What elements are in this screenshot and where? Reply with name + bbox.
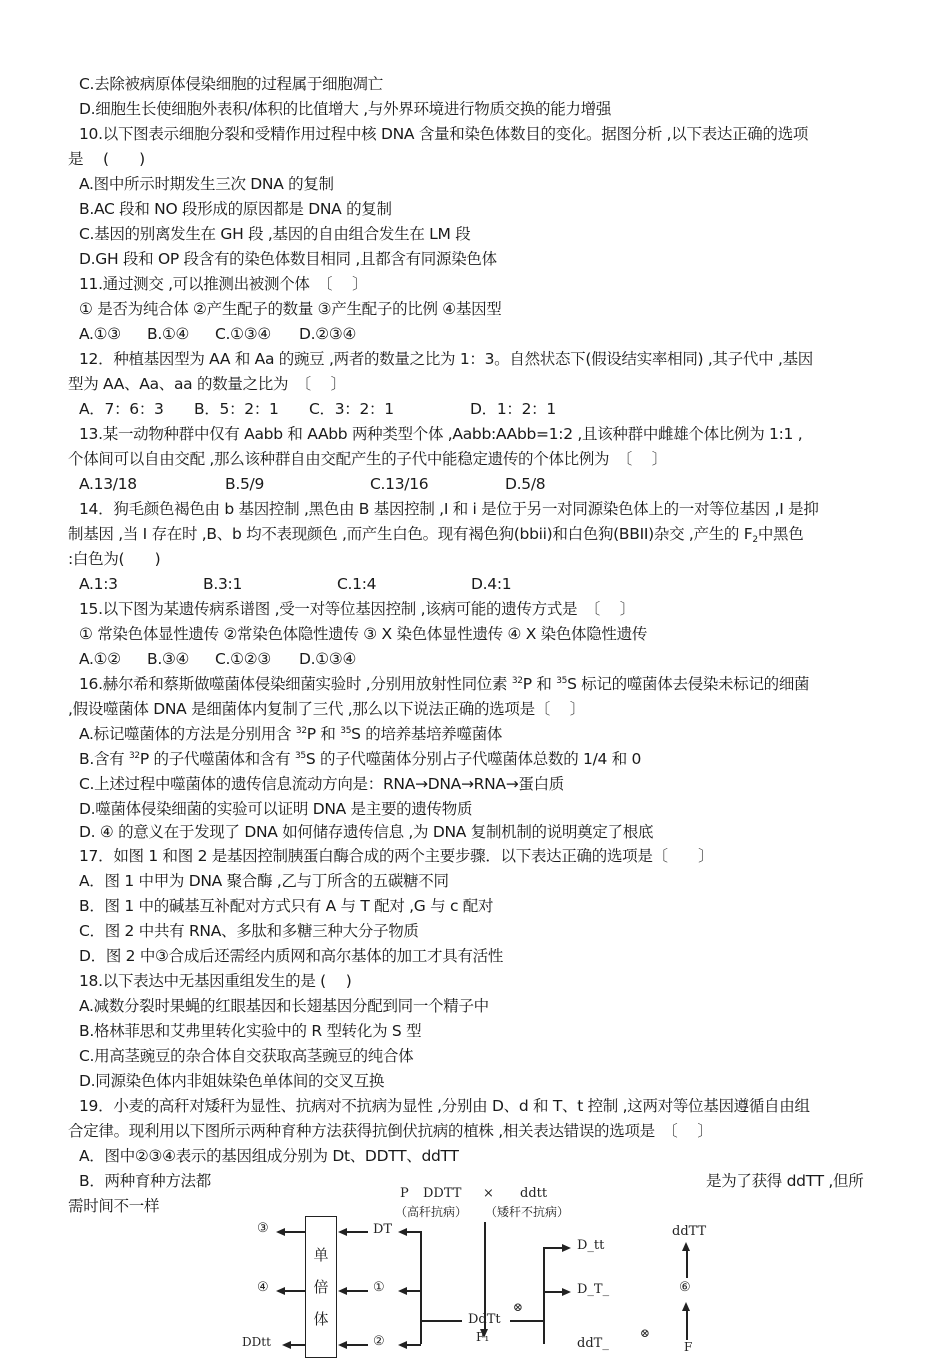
q19-option-b-cont: 需时间不一样 (68, 1197, 160, 1215)
q19-option-b-right: 是为了获得 ddTT ,但所 (706, 1172, 864, 1190)
arrow-head-left (338, 1287, 347, 1295)
text: 16.赫尔希和蔡斯做噬菌体侵染细菌实验时 ,分别用放射性同位素 (79, 675, 512, 693)
q14-stem: 14．狗毛颜色褐色由 b 基因控制 ,黑色由 B 基因控制 ,I 和 i 是位于另一对同源染色体上的一对等位基因 ,I 是抑 (79, 500, 819, 518)
q14-options (79, 574, 511, 594)
haploid-char-1: 单 (313, 1246, 329, 1264)
output-4: ④ (257, 1280, 269, 1295)
arrow-head-left (398, 1287, 407, 1295)
q12-option-b: B．5：2：1 (194, 400, 279, 418)
q15-options (79, 649, 356, 669)
q17-stem: 17．如图 1 和图 2 是基因控制胰蛋白酶合成的两个主要步骤．以下表达正确的选项是〔 〕 (79, 847, 714, 865)
arrow-line (543, 1291, 563, 1293)
output-ddtt: DDtt (242, 1335, 271, 1349)
q15-option-b: B.③④ (147, 650, 190, 668)
q16-option-a (79, 724, 502, 744)
self-cross-symbol-2: ⊗ (640, 1326, 651, 1340)
q12-stem-cont: 型为 AA、Aa、aa 的数量之比为 〔 〕 (68, 375, 346, 393)
q13-option-b: B.5/9 (225, 475, 265, 493)
q13-option-a: A.13/18 (79, 475, 137, 493)
q11-option-b: B.①④ (147, 325, 190, 343)
parent2-phenotype: （矮秆不抗病） (485, 1205, 570, 1219)
gamete-dt: DT (373, 1222, 393, 1237)
arrow-line (420, 1320, 462, 1322)
superscript: 35 (294, 751, 306, 761)
q18-option-c: C.用高茎豌豆的杂合体自交获取高茎豌豆的纯合体 (79, 1047, 414, 1065)
superscript: 32 (295, 726, 307, 736)
q14-option-b: B.3:1 (203, 575, 243, 593)
q10-option-b: B.AC 段和 NO 段形成的原因都是 DNA 的复制 (79, 200, 392, 218)
text: P 的子代噬菌体和含有 (139, 750, 295, 768)
q13-stem-cont: 个体间可以自由交配 ,那么该种群自由交配产生的子代中能稳定遗传的个体比例为 〔 〕 (68, 450, 667, 468)
q12-stem: 12．种植基因型为 AA 和 Aa 的豌豆 ,两者的数量之比为 1：3。自然状态下(假设结实率相同) ,其子代中 ,基因 (79, 350, 813, 368)
arrow-head-left (398, 1341, 407, 1349)
f2-type-3: ddT_ (577, 1336, 609, 1351)
q14-stem-text-end: 中黑色 (757, 525, 804, 543)
q13-options (79, 474, 545, 494)
superscript: 32 (511, 676, 523, 686)
q12-option-d: D．1：2：1 (470, 400, 556, 418)
q17-option-b: B．图 1 中的碱基互补配对方式只有 A 与 T 配对 ,G 与 c 配对 (79, 897, 494, 915)
q16-stem (79, 674, 809, 694)
superscript: 35 (556, 676, 568, 686)
arrow-head-left (338, 1341, 347, 1349)
parent1-genotype: DDTT (423, 1186, 462, 1201)
q13-stem: 13.某一动物种群中仅有 Aabb 和 AAbb 两种类型个体 ,Aabb:AAbb=1:2 ,且该种群中雌雄个体比例为 1:1 , (79, 425, 803, 443)
q13-option-d: D.5/8 (505, 475, 546, 493)
parent-label: P (400, 1186, 409, 1201)
q12-option-a: A．7：6：3 (79, 400, 164, 418)
q19-option-a: A．图中②③④表示的基因组成分别为 Dt、DDTT、ddTT (79, 1147, 459, 1165)
q14-option-d: D.4:1 (471, 575, 512, 593)
q16-option-c: C.上述过程中噬菌体的遗传信息流动方向是：RNA→DNA→RNA→蛋白质 (79, 775, 564, 793)
text: A.标记噬菌体的方法是分别用含 (79, 725, 296, 743)
arrow-line (543, 1247, 563, 1249)
q12-option-c: C．3：2：1 (309, 400, 394, 418)
branch-line (420, 1231, 422, 1344)
q14-option-a: A.1:3 (79, 575, 118, 593)
q19-stem: 19．小麦的高秆对矮秆为显性、抗病对不抗病为显性 ,分别由 D、d 和 T、t 控制 ,这两对等位基因遵循自由组 (79, 1097, 810, 1115)
q19-stem-cont: 合定律。现利用以下图所示两种育种方法获得抗倒伏抗病的植株 ,相关表达错误的选项是 〔 〕 (68, 1122, 713, 1140)
arrow-head-right (562, 1288, 571, 1296)
text: P 和 (306, 725, 341, 743)
step-6: ⑥ (679, 1280, 691, 1295)
q19-option-b: B．两种育种方法都 (79, 1172, 211, 1190)
superscript: 35 (340, 726, 352, 736)
arrow-head-left (276, 1228, 285, 1236)
arrow-head-left (338, 1228, 347, 1236)
q18-stem: 18.以下表达中无基因重组发生的是 ( ) (79, 972, 352, 990)
arrow-head-left (398, 1228, 407, 1236)
q9-option-d: D.细胞生长使细胞外表积/体积的比值增大 ,与外界环境进行物质交换的能力增强 (79, 100, 612, 118)
cross-symbol: × (483, 1186, 494, 1201)
f2-type-1: D_tt (577, 1238, 605, 1253)
parent1-phenotype: （高秆抗病） (395, 1205, 468, 1219)
q15-option-c: C.①②③ (215, 650, 271, 668)
q10-option-c: C.基因的别离发生在 GH 段 ,基因的自由组合发生在 LM 段 (79, 225, 471, 243)
q13-option-c: C.13/16 (370, 475, 429, 493)
breeding-diagram (240, 1184, 720, 1354)
q11-option-d: D.②③④ (299, 325, 357, 343)
q15-stem: 15.以下图为某遗传病系谱图 ,受一对等位基因控制 ,该病可能的遗传方式是 〔 〕 (79, 600, 635, 618)
q16-option-d-extra: D. ④ 的意义在于发现了 DNA 如何储存遗传信息 ,为 DNA 复制机制的说明奠定了根底 (79, 823, 654, 841)
f2-type-2: D_T_ (577, 1282, 610, 1297)
q11-option-a: A.①③ (79, 325, 121, 343)
q14-stem-cont (68, 524, 803, 544)
q16-stem-cont: ,假设噬菌体 DNA 是细菌体内复制了三代 ,那么以下说法正确的选项是〔 〕 (68, 700, 585, 718)
q9-option-c: C.去除被病原体侵染细胞的过程属于细胞凋亡 (79, 75, 383, 93)
q10-stem-cont: 是 ( ) (68, 150, 145, 168)
q18-option-b: B.格林菲思和艾弗里转化实验中的 R 型转化为 S 型 (79, 1022, 422, 1040)
q18-option-a: A.减数分裂时果蝇的红眼基因和长翅基因分配到同一个精子中 (79, 997, 489, 1015)
target-genotype: ddTT (672, 1224, 707, 1239)
q11-options (79, 324, 356, 344)
output-3: ③ (257, 1221, 269, 1236)
f1-label: F₁ (476, 1330, 490, 1344)
gamete-1: ① (373, 1280, 385, 1295)
self-cross-symbol: ⊗ (513, 1300, 524, 1314)
q16-option-d: D.噬菌体侵染细菌的实验可以证明 DNA 是主要的遗传物质 (79, 800, 473, 818)
arrow-line (686, 1250, 688, 1278)
arrow-line (686, 1310, 688, 1340)
arrow-head-left (282, 1341, 291, 1349)
q15-option-a: A.①② (79, 650, 121, 668)
q10-option-d: D.GH 段和 OP 段含有的染色体数目相同 ,且都含有同源染色体 (79, 250, 497, 268)
text: S 的子代噬菌体分别占子代噬菌体总数的 1/4 和 0 (305, 750, 642, 768)
f1-genotype: DdTt (468, 1312, 501, 1327)
arrow-line (346, 1344, 368, 1346)
q17-option-d: D．图 2 中③合成后还需经内质网和高尔基体的加工才具有活性 (79, 947, 504, 965)
q10-stem: 10.以下图表示细胞分裂和受精作用过程中核 DNA 含量和染色体数目的变化。据图分析 ,以下表达正确的选项 (79, 125, 809, 143)
q11-option-c: C.①③④ (215, 325, 271, 343)
q18-option-d: D.同源染色体内非姐妹染色单体间的交叉互换 (79, 1072, 385, 1090)
branch-line (543, 1247, 545, 1344)
arrow-head-right (562, 1244, 571, 1252)
q14-option-c: C.1:4 (337, 575, 377, 593)
superscript: 32 (129, 751, 140, 761)
text: S 标记的噬菌体去侵染未标记的细菌 (567, 675, 810, 693)
q17-option-c: C．图 2 中共有 RNA、多肽和多糖三种大分子物质 (79, 922, 419, 940)
q14-stem-text: 制基因 ,当 I 存在时 ,B、b 均不表现颜色 ,而产生白色。现有褐色狗(bbii)和白色狗(BBII)杂交 ,产生的 F (68, 525, 753, 543)
gamete-2: ② (373, 1334, 385, 1349)
q15-option-d: D.①③④ (299, 650, 357, 668)
q14-stem-cont2: :白色为( ) (68, 550, 161, 568)
text: S 的培养基培养噬菌体 (351, 725, 503, 743)
q17-option-a: A．图 1 中甲为 DNA 聚合酶 ,乙与丁所含的五碳糖不同 (79, 872, 449, 890)
q10-option-a: A.图中所示时期发生三次 DNA 的复制 (79, 175, 334, 193)
q16-option-b (79, 749, 641, 769)
q15-items: ① 常染色体显性遗传 ②常染色体隐性遗传 ③ X 染色体显性遗传 ④ X 染色体隐性遗传 (79, 625, 648, 643)
arrow-head-left (276, 1287, 285, 1295)
arrow-line (346, 1231, 368, 1233)
text: P 和 (522, 675, 557, 693)
q11-items: ① 是否为纯合体 ②产生配子的数量 ③产生配子的比例 ④基因型 (79, 300, 502, 318)
haploid-char-2: 倍 (313, 1278, 329, 1296)
arrow-line (346, 1290, 368, 1292)
q12-options (79, 399, 556, 419)
subscript: 2 (752, 535, 758, 545)
arrow-line (510, 1320, 544, 1322)
fn-label: F (684, 1340, 693, 1354)
text: B.含有 (79, 750, 129, 768)
parent2-genotype: ddtt (520, 1186, 548, 1201)
q11-stem: 11.通过测交 ,可以推测出被测个体 〔 〕 (79, 275, 368, 293)
haploid-char-3: 体 (313, 1310, 329, 1328)
